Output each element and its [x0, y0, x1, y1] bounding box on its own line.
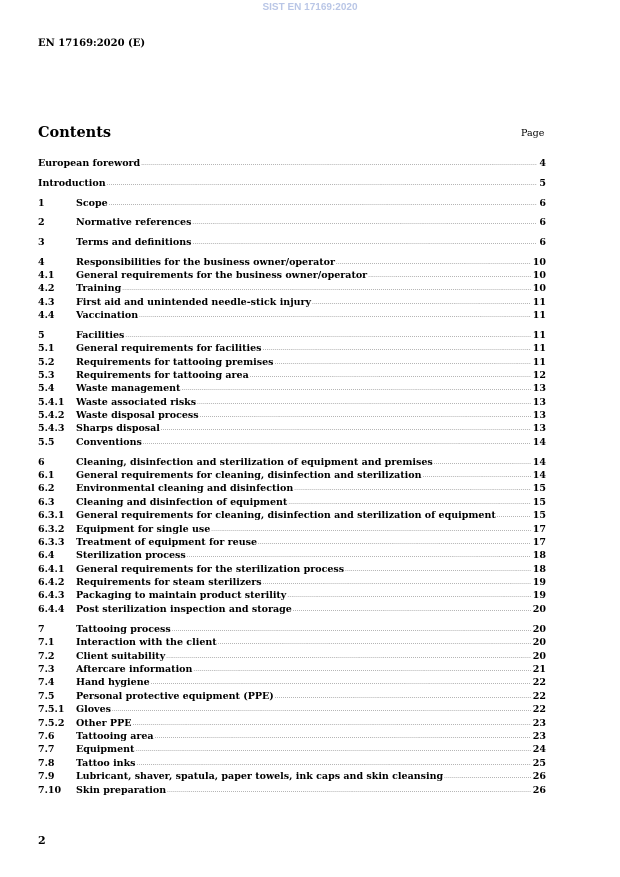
- toc-entry-number: 7.9: [38, 771, 55, 782]
- toc-dot-leader: [143, 437, 531, 449]
- toc-entry-title: Post sterilization inspection and storage: [76, 604, 292, 615]
- toc-dot-leader: [444, 771, 531, 783]
- toc-entry-title: General requirements for the business owner/operator: [76, 270, 368, 281]
- toc-entry[interactable]: [38, 309, 546, 322]
- toc-entry[interactable]: [38, 549, 546, 562]
- toc-dot-leader: [368, 270, 531, 282]
- toc-dot-leader: [161, 423, 531, 435]
- toc-entry[interactable]: [38, 236, 546, 249]
- toc-entry-page: 14: [532, 437, 546, 448]
- toc-entry-title: Equipment: [76, 744, 135, 755]
- toc-dot-leader: [172, 624, 531, 636]
- toc-dot-leader: [250, 370, 531, 382]
- toc-entry-page: 22: [532, 691, 546, 702]
- toc-entry[interactable]: [38, 177, 546, 190]
- toc-entry-title: Tattooing area: [76, 731, 154, 742]
- toc-entry-title: Other PPE: [76, 718, 132, 729]
- toc-entry[interactable]: [38, 436, 546, 449]
- page-column-label: Page: [521, 128, 545, 139]
- toc-dot-leader: [122, 283, 531, 295]
- toc-dot-leader: [497, 510, 531, 522]
- watermark: SIST EN 17169:2020: [262, 2, 358, 13]
- toc-entry-title: Tattoo inks: [76, 758, 136, 769]
- toc-entry-number: 1: [38, 198, 45, 209]
- toc-dot-leader: [275, 691, 531, 703]
- toc-entry-title: Lubricant, shaver, spatula, paper towels, ink caps and skin cleansing: [76, 771, 444, 782]
- toc-entry-title: Tattooing process: [76, 624, 171, 635]
- toc-entry-page: 5: [539, 178, 546, 189]
- toc-entry-number: 7.4: [38, 677, 55, 688]
- toc-entry[interactable]: [38, 456, 546, 469]
- toc-entry[interactable]: [38, 216, 546, 229]
- toc-entry-number: 7.8: [38, 758, 55, 769]
- toc-entry[interactable]: [38, 663, 546, 676]
- toc-entry-number: 7.5: [38, 691, 55, 702]
- toc-entry-title: Waste associated risks: [76, 397, 197, 408]
- toc-entry[interactable]: [38, 603, 546, 616]
- toc-dot-leader: [336, 257, 531, 269]
- toc-entry-number: 6.4: [38, 550, 55, 561]
- toc-entry-number: 7.1: [38, 637, 55, 648]
- toc-entry-title: General requirements for facilities: [76, 343, 262, 354]
- toc-entry[interactable]: [38, 563, 546, 576]
- toc-dot-leader: [181, 383, 530, 395]
- toc-entry-number: 7.5.2: [38, 718, 65, 729]
- toc-entry[interactable]: [38, 784, 546, 797]
- toc-entry-number: 6.4.2: [38, 577, 65, 588]
- toc-entry-page: 20: [532, 624, 546, 635]
- toc-entry-page: 6: [539, 237, 546, 248]
- toc-entry-title: General requirements for cleaning, disinfection and sterilization of equipment: [76, 510, 496, 521]
- table-of-contents: [38, 0, 546, 877]
- toc-entry[interactable]: [38, 282, 546, 295]
- toc-dot-leader: [167, 785, 531, 797]
- toc-entry-number: 4.4: [38, 310, 55, 321]
- toc-entry-number: 3: [38, 237, 45, 248]
- toc-entry-page: 10: [532, 270, 546, 281]
- toc-dot-leader: [294, 483, 531, 495]
- toc-entry[interactable]: [38, 743, 546, 756]
- toc-entry[interactable]: [38, 396, 546, 409]
- toc-entry-page: 12: [532, 370, 546, 381]
- toc-entry-page: 15: [532, 510, 546, 521]
- toc-entry[interactable]: [38, 523, 546, 536]
- toc-entry-number: 4: [38, 257, 45, 268]
- toc-entry-number: 5.2: [38, 357, 55, 368]
- toc-entry-page: 23: [532, 731, 546, 742]
- toc-dot-leader: [287, 590, 530, 602]
- toc-entry-title: Aftercare information: [76, 664, 193, 675]
- toc-dot-leader: [155, 731, 531, 743]
- toc-entry-page: 11: [532, 310, 546, 321]
- toc-entry[interactable]: [38, 296, 546, 309]
- toc-entry-title: Treatment of equipment for reuse: [76, 537, 258, 548]
- toc-dot-leader: [151, 677, 531, 689]
- toc-entry-page: 22: [532, 704, 546, 715]
- toc-entry-title: Cleaning, disinfection and sterilization of equipment and premises: [76, 457, 433, 468]
- toc-dot-leader: [137, 758, 531, 770]
- toc-dot-leader: [192, 217, 537, 229]
- toc-dot-leader: [200, 410, 531, 422]
- toc-entry[interactable]: [38, 650, 546, 663]
- toc-entry-page: 14: [532, 470, 546, 481]
- toc-entry-page: 15: [532, 497, 546, 508]
- toc-entry-title: Terms and definitions: [76, 237, 192, 248]
- toc-entry-title: Equipment for single use: [76, 524, 211, 535]
- toc-entry[interactable]: [38, 536, 546, 549]
- toc-entry-page: 19: [532, 577, 546, 588]
- toc-dot-leader: [166, 651, 531, 663]
- toc-entry[interactable]: [38, 409, 546, 422]
- toc-entry-number: 6.1: [38, 470, 55, 481]
- toc-entry-title: First aid and unintended needle-stick injury: [76, 297, 312, 308]
- toc-entry-title: Sharps disposal: [76, 423, 160, 434]
- toc-entry-number: 5.4.1: [38, 397, 65, 408]
- toc-entry-title: Gloves: [76, 704, 111, 715]
- toc-entry-page: 26: [532, 771, 546, 782]
- toc-entry-title: Sterilization process: [76, 550, 186, 561]
- toc-dot-leader: [434, 457, 531, 469]
- toc-entry-number: 5.4.2: [38, 410, 65, 421]
- toc-dot-leader: [132, 718, 530, 730]
- toc-entry-number: 4.1: [38, 270, 55, 281]
- toc-entry[interactable]: [38, 770, 546, 783]
- toc-entry[interactable]: [38, 496, 546, 509]
- toc-entry[interactable]: [38, 703, 546, 716]
- toc-entry-page: 13: [532, 383, 546, 394]
- toc-entry-title: European foreword: [38, 158, 141, 169]
- toc-entry-page: 6: [539, 198, 546, 209]
- toc-entry-title: Requirements for steam sterilizers: [76, 577, 262, 588]
- toc-entry-number: 7: [38, 624, 45, 635]
- toc-entry-number: 6.4.4: [38, 604, 65, 615]
- toc-dot-leader: [197, 397, 531, 409]
- toc-dot-leader: [218, 637, 531, 649]
- toc-entry-page: 26: [532, 785, 546, 796]
- toc-dot-leader: [107, 178, 538, 190]
- toc-dot-leader: [211, 524, 531, 536]
- toc-entry[interactable]: [38, 157, 546, 170]
- toc-dot-leader: [139, 310, 531, 322]
- toc-entry-page: 25: [532, 758, 546, 769]
- toc-entry-title: Skin preparation: [76, 785, 167, 796]
- toc-entry-title: Normative references: [76, 217, 192, 228]
- toc-entry-page: 24: [532, 744, 546, 755]
- toc-dot-leader: [141, 158, 537, 170]
- toc-entry[interactable]: [38, 730, 546, 743]
- toc-entry[interactable]: [38, 356, 546, 369]
- toc-entry-page: 17: [532, 524, 546, 535]
- toc-entry-page: 11: [532, 330, 546, 341]
- toc-entry-title: Responsibilities for the business owner/operator: [76, 257, 335, 268]
- document-id: EN 17169:2020 (E): [38, 38, 146, 49]
- toc-entry[interactable]: [38, 329, 546, 342]
- toc-entry-page: 11: [532, 357, 546, 368]
- toc-entry-number: 2: [38, 217, 45, 228]
- toc-entry[interactable]: [38, 342, 546, 355]
- toc-entry-number: 6: [38, 457, 45, 468]
- toc-dot-leader: [192, 237, 537, 249]
- toc-entry[interactable]: [38, 197, 546, 210]
- toc-entry-title: Vaccination: [76, 310, 139, 321]
- toc-entry-page: 14: [532, 457, 546, 468]
- toc-entry-title: Scope: [76, 198, 108, 209]
- toc-entry[interactable]: [38, 469, 546, 482]
- toc-entry-number: 7.10: [38, 785, 62, 796]
- toc-entry-number: 5.1: [38, 343, 55, 354]
- toc-entry-number: 6.4.1: [38, 564, 65, 575]
- toc-entry-number: 4.2: [38, 283, 55, 294]
- toc-entry-title: Personal protective equipment (PPE): [76, 691, 274, 702]
- toc-entry-title: Requirements for tattooing premises: [76, 357, 274, 368]
- toc-entry-title: Hand hygiene: [76, 677, 150, 688]
- toc-entry[interactable]: [38, 676, 546, 689]
- toc-dot-leader: [187, 550, 531, 562]
- toc-dot-leader: [345, 564, 531, 576]
- toc-entry-number: 5.4.3: [38, 423, 65, 434]
- toc-entry-number: 6.3: [38, 497, 55, 508]
- toc-entry-page: 11: [532, 343, 546, 354]
- toc-entry-page: 10: [532, 283, 546, 294]
- toc-dot-leader: [258, 537, 531, 549]
- toc-entry-page: 20: [532, 637, 546, 648]
- toc-entry-title: Conventions: [76, 437, 142, 448]
- toc-entry-page: 18: [532, 564, 546, 575]
- toc-entry[interactable]: [38, 269, 546, 282]
- toc-entry-title: Waste management: [76, 383, 181, 394]
- toc-dot-leader: [312, 297, 531, 309]
- toc-dot-leader: [274, 357, 530, 369]
- toc-entry-number: 5.3: [38, 370, 55, 381]
- toc-entry-page: 10: [532, 257, 546, 268]
- toc-entry-title: Cleaning and disinfection of equipment: [76, 497, 288, 508]
- toc-entry-number: 6.2: [38, 483, 55, 494]
- toc-entry-number: 6.3.2: [38, 524, 65, 535]
- toc-entry-page: 19: [532, 590, 546, 601]
- toc-entry[interactable]: [38, 717, 546, 730]
- toc-dot-leader: [423, 470, 531, 482]
- toc-entry-title: Interaction with the client: [76, 637, 217, 648]
- toc-entry-title: Waste disposal process: [76, 410, 199, 421]
- toc-dot-leader: [112, 704, 531, 716]
- toc-entry-number: 7.3: [38, 664, 55, 675]
- toc-entry[interactable]: [38, 422, 546, 435]
- toc-entry-title: Packaging to maintain product sterility: [76, 590, 287, 601]
- toc-entry-page: 22: [532, 677, 546, 688]
- toc-entry-page: 13: [532, 423, 546, 434]
- toc-dot-leader: [262, 343, 530, 355]
- toc-entry-page: 20: [532, 651, 546, 662]
- toc-entry-page: 11: [532, 297, 546, 308]
- toc-dot-leader: [263, 577, 531, 589]
- toc-dot-leader: [288, 497, 530, 509]
- toc-entry-page: 6: [539, 217, 546, 228]
- toc-entry-number: 5.5: [38, 437, 55, 448]
- toc-dot-leader: [125, 330, 530, 342]
- toc-entry[interactable]: [38, 482, 546, 495]
- toc-entry-number: 6.3.3: [38, 537, 65, 548]
- toc-entry-page: 13: [532, 397, 546, 408]
- toc-entry[interactable]: [38, 369, 546, 382]
- toc-entry-page: 13: [532, 410, 546, 421]
- toc-entry-title: Facilities: [76, 330, 125, 341]
- page-number: 2: [38, 834, 46, 847]
- toc-entry-number: 7.2: [38, 651, 55, 662]
- toc-entry[interactable]: [38, 256, 546, 269]
- toc-entry[interactable]: [38, 636, 546, 649]
- toc-dot-leader: [135, 744, 530, 756]
- toc-entry-page: 17: [532, 537, 546, 548]
- toc-entry-number: 6.4.3: [38, 590, 65, 601]
- toc-entry-page: 20: [532, 604, 546, 615]
- toc-entry[interactable]: [38, 690, 546, 703]
- toc-entry-title: Environmental cleaning and disinfection: [76, 483, 294, 494]
- toc-entry-number: 7.7: [38, 744, 55, 755]
- toc-entry-number: 6.3.1: [38, 510, 65, 521]
- toc-entry-title: General requirements for cleaning, disinfection and sterilization: [76, 470, 422, 481]
- toc-entry-page: 18: [532, 550, 546, 561]
- toc-entry-page: 23: [532, 718, 546, 729]
- toc-entry-title: Introduction: [38, 178, 106, 189]
- toc-entry[interactable]: [38, 757, 546, 770]
- toc-entry[interactable]: [38, 509, 546, 522]
- toc-entry-title: Training: [76, 283, 122, 294]
- toc-entry-page: 21: [532, 664, 546, 675]
- toc-entry-title: General requirements for the sterilization process: [76, 564, 345, 575]
- toc-dot-leader: [293, 604, 531, 616]
- contents-title: Contents: [38, 124, 112, 141]
- toc-entry-number: 7.6: [38, 731, 55, 742]
- toc-entry[interactable]: [38, 589, 546, 602]
- toc-entry-page: 15: [532, 483, 546, 494]
- toc-entry-number: 7.5.1: [38, 704, 65, 715]
- toc-entry-number: 5: [38, 330, 45, 341]
- toc-entry-page: 4: [539, 158, 546, 169]
- toc-entry-title: Requirements for tattooing area: [76, 370, 249, 381]
- toc-dot-leader: [193, 664, 530, 676]
- toc-entry-title: Client suitability: [76, 651, 166, 662]
- toc-entry[interactable]: [38, 382, 546, 395]
- toc-dot-leader: [109, 198, 538, 210]
- toc-entry-number: 4.3: [38, 297, 55, 308]
- toc-entry[interactable]: [38, 576, 546, 589]
- toc-entry-number: 5.4: [38, 383, 55, 394]
- toc-entry[interactable]: [38, 623, 546, 636]
